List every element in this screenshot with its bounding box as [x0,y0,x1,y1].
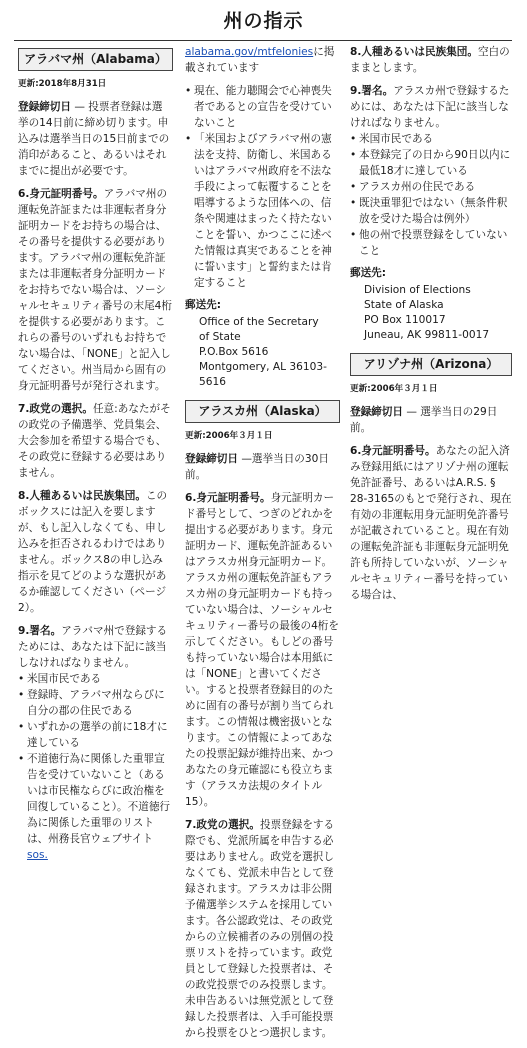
page-title: 州の指示 [223,10,304,32]
party-text: 任意:あなたがその政党の予備選挙、党員集会、大会参加を希望する場合でも、その政党に登録する必要はありません。 [18,403,171,479]
column-2 [185,44,340,1048]
state-header-alaska: アラスカ州（Alaska） [185,400,340,423]
race-label: 8.人種あるいは民族集団。 [18,490,146,502]
list-item: • アラスカ州の住民である [350,179,512,195]
deadline-label: 登録締切日 [18,101,71,113]
list-item: • 「米国およびアラバマ州の憲法を支持、防衛し、米国あるいはアラバマ州政府を不法な手段によって転覆することを唱導するような団体への、信条や関連はまったく持たないことを誓い、かつここに述べた情報は真実であることを神に誓います」と誓約または肯定すること [185,131,340,291]
column-1 [18,44,173,867]
sign-paragraph-alabama [18,623,173,671]
party-paragraph-alaska [185,817,340,1041]
list-item: • 既決重罪犯ではない（無条件釈放を受けた場合は例外） [350,195,512,227]
requirement-list-alabama [18,671,173,863]
id-paragraph-alabama [18,186,173,394]
sign-label: 9.署名。 [350,85,394,97]
race-text: 空白のままとします。 [350,46,510,74]
id-label: 6.身元証明番号。 [18,188,104,200]
list-item [18,751,173,863]
list-item-text: 不道徳行為に関係した重罪宣告を受けていないこと（あるいは市民権ならびに政治権を回復していること）。不道徳行為に関係した重罪のリストは、州務長官ウェブサイト [27,753,171,845]
update-date-arizona: 更新:2006年３月１日 [350,384,438,394]
deadline-paragraph-arizona [350,404,512,436]
sign-text: アラバマ州で登録するためには、あなたは下記に該当しなければなりません。 [18,625,168,669]
id-label: 6.身元証明番号。 [350,445,436,457]
list-item: • 現在、能力聴聞会で心神喪失者であるとの宣告を受けていないこと [185,83,340,131]
list-item: • 本登録完了の日から90日以内に最低18才に達している [350,147,512,179]
party-label: 7.政党の選択。 [185,819,260,831]
address-line: Montgomery, AL 36103-5616 [199,361,327,388]
state-header-arizona: アリゾナ州（Arizona） [350,353,512,376]
deadline-paragraph-alabama [18,99,173,179]
address-line: P.O.Box 5616 [199,346,269,358]
deadline-label: 登録締切日 [350,406,403,418]
state-header-alabama: アラバマ州（Alabama） [18,48,173,71]
id-paragraph-arizona [350,443,512,603]
mailing-address-alabama [199,315,340,390]
race-paragraph-alabama [18,488,173,616]
sign-label: 9.署名。 [18,625,62,637]
address-line: of State [199,331,241,343]
party-text: 投票登録をする際でも、党派所属を申告する必要はありません。政党を選択しなくても、党派未申告として登録されます。アラスカは非公開予備選挙システムを採用しています。各公認政党は、その政党からの立候補者のみの別個の投票リストを持っています。政党員として登録した投票者は、その政党投票でのみ投票します。未申告あるいは無党派として登録した投票者は、入手可能投票から投票をひとつ選択します。 [185,819,335,1039]
mail-to-label-alabama: 郵送先: [185,299,222,311]
id-paragraph-alaska [185,490,340,810]
race-text: このボックスには記入を要しますが、もし記入しなくても、申し込みを拒否されるわけではありません。ボックス8の申し込み指示を見てどのような選択があるか確認してください（ページ2）。 [18,490,168,614]
mail-to-label-alaska: 郵送先: [350,267,387,279]
race-label: 8.人種あるいは民族集団。 [350,46,478,58]
deadline-text: — 選挙当日の29日前。 [350,406,498,434]
link-continuation [185,44,340,76]
column-3 [350,44,512,610]
mailing-address-alaska [364,283,512,343]
party-paragraph-alabama [18,401,173,481]
deadline-text: — 投票者登録は選挙の14日前に締め切ります。申込みは選挙当日の15日前までの消印があること、あるいはそれまでに提出が必要です。 [18,101,170,177]
id-label: 6.身元証明番号。 [185,492,271,504]
list-item: • 米国市民である [350,131,512,147]
title-divider [14,40,512,41]
address-line: PO Box 110017 [364,314,446,326]
link-suffix: に掲載されています [185,46,335,74]
address-line: Office of the Secretary [199,316,319,328]
party-label: 7.政党の選択。 [18,403,93,415]
id-text: 身元証明カード番号として、つぎのどれかを提出する必要があります。身元証明カード、運転免許証あるいはアラスカ州身元証明カード。アラスカ州の運転免許証もアラスカ州の身元証明カードも持っていない場合は、ソーシャルセキュリティー番号の最後の4桁を示してください。もしどの番号も持っていない場合は本用紙には「NONE」と書いてください。すると投票者登録目的のために固有の番号が割り当てられます。この情報は機密扱いとなります。この情報によってあなたの投票記録が維持出来、かつあなたの身元確認にも役立ちます（アラスカ法規のタイトル15）。 [185,492,339,808]
sign-text: アラスカ州で登録するためには、あなたは下記に該当しなければなりません。 [350,85,510,129]
deadline-paragraph-alaska [185,451,340,483]
list-item: • いずれかの選挙の前に18才に達している [18,719,173,751]
address-line: Division of Elections [364,284,471,296]
deadline-text: —選挙当日の30日前。 [185,453,329,481]
list-item: • 米国市民である [18,671,173,687]
list-item: • 登録時、アラバマ州ならびに自分の郡の住民である [18,687,173,719]
address-line: Juneau, AK 99811-0017 [364,329,490,341]
address-line: State of Alaska [364,299,444,311]
race-paragraph-alaska [350,44,512,76]
felonies-link-part2[interactable]: alabama.gov/mtfelonies [185,46,314,58]
felonies-link-part1[interactable]: sos. [27,849,48,861]
id-text: アラバマ州の運転免許証または非運転者身分証明カードをお持ちの場合は、その番号を提供する必要があります。アラバマ州の運転免許証または非運転者身分証明カードをお持ちでない場合は、ソーシャルセキュリティ番号の末尾4桁を提供する必要があります。これらの番号のいずれもお持ちでない場合は、「NONE」と記入してください。州当局から固有の身元証明番号が発行されます。 [18,188,172,392]
requirement-list-alaska [350,131,512,259]
sign-paragraph-alaska [350,83,512,131]
requirement-list-alabama-cont [185,83,340,291]
list-item: • 他の州で投票登録をしていないこと [350,227,512,259]
update-date-alabama: 更新:2018年8月31日 [18,79,107,89]
update-date-alaska: 更新:2006年３月１日 [185,431,273,441]
id-text: あなたの記入済み登録用紙にはアリゾナ州の運転免許証番号、あるいはA.R.S. § 28-3165のもとで発行され、現在有効の非運転用身元証明免許番号が記載されていること。現在有効の運転免許証も非運転身元証明免許も所持していないが、ソーシャルセキュリティー番号を持っている場合は、 [350,445,512,601]
deadline-label: 登録締切日 [185,453,238,465]
